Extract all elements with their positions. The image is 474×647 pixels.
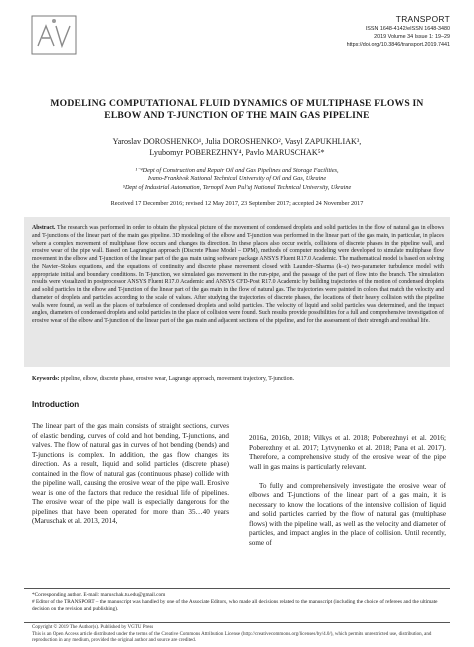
- authors-line-2: Lyubomyr POBEREZHNY⁴, Pavlo MARUSCHAK⁵*: [149, 148, 325, 157]
- journal-header: [347, 14, 450, 49]
- article-title: MODELING COMPUTATIONAL FLUID DYNAMICS OF MULTIPHASE FLOWS IN ELBOW AND T-JUNCTION OF THE MAIN GAS PIPELINE: [50, 98, 424, 121]
- keywords: [32, 376, 444, 384]
- section-heading-introduction: Introduction: [32, 400, 80, 409]
- abstract: [32, 225, 444, 326]
- authors-line-1: Yaroslav DOROSHENKO¹, Julia DOROSHENKO², Vasyl ZAPUKHLIAK³,: [112, 137, 362, 146]
- volume-issue: 2019 Volume 34 Issue 1: 19–29: [374, 34, 450, 40]
- publisher-logo: [24, 12, 84, 57]
- affiliation-line-2: Ivano-Frankivsk National Technical University of Oil and Gas, Ukraine: [147, 175, 327, 183]
- copyright-block: [32, 625, 444, 645]
- abstract-label: Abstract.: [32, 225, 56, 231]
- affiliation-line-1: ¹⁻⁴Dept of Construction and Repair Oil and Gas Pipelines and Storage Facilities,: [135, 167, 339, 174]
- footnote-divider: [24, 588, 450, 589]
- received-dates: Received 17 December 2016; revised 12 May 2017, 23 September 2017; accepted 24 November 2017: [110, 200, 364, 207]
- editor-note: # Editor of the TRANSPORT – the manuscript was handled by one of the Associate Editors, who made all decisions related to the manuscript (including the choice of referees and the ultimate decision on the revision and publishing).: [32, 599, 438, 612]
- abstract-text: The research was performed in order to obtain the physical picture of the movement of condensed droplets and solid particles in the flow of natural gas in elbows and T-junctions of the linear part of the main gas pipeline. 3D modeling of the elbow and T-junction was performed in the linear part of the gas main, in particular, in places where a complex movement of multiphase flow occurs and changes its direction. In these places also occur swirls, collisions of discrete phases in the pipeline wall, and erosive wear of the pipe wall. Based on Lagrangian approach (Discrete Phase Model – DPM), methods of computer modeling were developed to simulate multiphase flow movement in the elbow and T-junction of the linear part of the gas main using software package ANSYS Fluent R17.0 Academic. The mathematical model is based on solving the Navier–Stokes equations, and the equations of continuity and discrete phase movement closed with Launder–Sharma (k–ε) two-parameter turbulence model with appropriate initial and boundary conditions. In T-junction, we simulated gas movement in the run-pipe, and the passage of the part of flow into the branch. The simulation results were visualized in postprocessor ANSYS Fluent R17.0 Academic and ANSYS CFD-Post R17.0 Academic by building trajectories of the motion of condensed droplets and solid particles in the elbow and T-junction of the linear part of the gas main in the flow of natural gas. The trajectories were painted in colors that match the velocity and diameter of droplets and particles according to the scale of values. After studying the trajectories of discrete phases, the locations of their heavy collision with the pipeline walls were found, as well as the places of turbulence of condensed droplets and solid particles. The velocity of liquid and solid particles was determined, and the impact angles, diameters of condensed droplets and solid particles in the place of collision were found. Such results provide possibilities for a full and comprehensive investigation of erosive wear of the elbow and T-junction of the linear part of the gas main and adjacent sections of the pipeline, and for the assessment of their strength and residual life.: [32, 225, 444, 324]
- copyright-line: Copyright © 2019 The Author(s). Published by VGTU Press: [32, 625, 154, 630]
- keywords-text: pipeline, elbow, discrete phase, erosive wear, Lagrange approach, movement trajectory, T-junction.: [60, 376, 295, 382]
- intro-right-paragraph-1: 2016a, 2016b, 2018; Vilkys et al. 2018; Poberezhnyi et al. 2016; Poberezhny et al. 2017; Lytvynenko et al. 2018; Pana et al. 2017). Therefore, a comprehensive study of the erosive wear of the pipe wall in gas mains is particularly relevant.: [249, 434, 446, 471]
- affiliations: [40, 167, 434, 192]
- footnotes: [32, 592, 444, 613]
- author-list: [40, 136, 434, 158]
- journal-name: TRANSPORT: [395, 14, 450, 24]
- license-line: This is an Open Access article distributed under the terms of the Creative Commons Attribution License (http://creativecommons.org/licenses/by/4.0/), which permits unrestricted use, distribution, and reproduction in any medium, provided the original author and source are credited.: [32, 631, 432, 644]
- issn: ISSN 1648-4142/eISSN 1648-3480: [365, 26, 450, 32]
- intro-left-column: The linear part of the gas main consists of straight sections, curves of elastic bending, curves of cold and hot bending, T-junctions, and valves. The flow of natural gas in curves of hot bending (bends) and T-junctions is complex. In addition, the gas flow changes its direction. As a result, liquid and solid particles (discrete phase) contained in the flow of natural gas (continuous phase) collide with the pipeline wall, causing the erosive wear of the pipe wall. Erosive wear is one of the factors that reduce the residual life of pipelines. The erosive wear of the pipe wall is especially dangerous for the pipelines that have been operated for more than 35…40 years (Maruschak et al. 2013, 2014,: [32, 422, 229, 525]
- doi-link[interactable]: https://doi.org/10.3846/transport.2019.7441: [346, 42, 450, 48]
- copyright-divider: [24, 622, 450, 623]
- corresponding-author-note: *Corresponding author. E-mail: maruschak.tu.edu@gmail.com: [32, 592, 166, 598]
- keywords-label: Keywords:: [32, 376, 60, 382]
- affiliation-line-3: ⁵Dept of Industrial Automation, Ternopil Ivan Pul'uj National Technical University, Ukraine: [122, 183, 352, 191]
- intro-right-column: [249, 434, 446, 548]
- intro-right-paragraph-2: To fully and comprehensively investigate the erosive wear of elbows and T-junctions of the linear part of a gas main, it is necessary to know the locations of the intensive collision of liquid and solid particles carried by the flow of natural gas (multiphase flows) with the pipeline wall, as well as the velocity and diameter of particles, and impact angles in the place of collision. Until recently, some of: [249, 481, 446, 547]
